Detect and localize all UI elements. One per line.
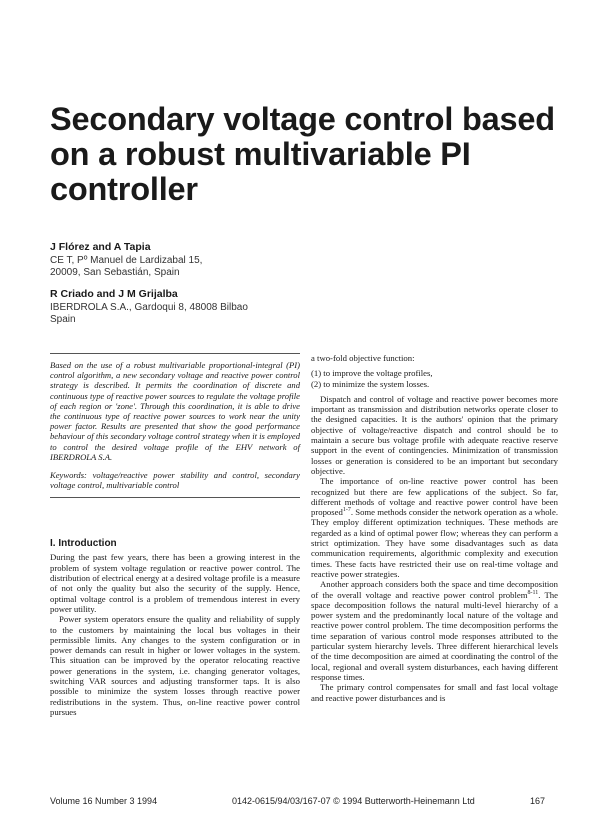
abstract-bottom-rule [50,497,300,498]
citation-superscript: 1-7 [342,507,351,514]
body-paragraph: The primary control compensates for small and fast local voltage and reactive power disturbances and is [311,682,558,703]
body-paragraph [311,476,558,579]
author-names: R Criado and J M Grijalba [50,288,178,300]
author-names: J Flórez and A Tapia [50,241,151,253]
author-block-1 [50,241,350,279]
author-affiliation-line: IBERDROLA S.A., Gardoqui 8, 48008 Bilbao [50,302,248,313]
page-number: 167 [530,796,546,806]
left-column [50,353,300,717]
objective-list-item: (2) to minimize the system losses. [311,378,430,389]
journal-issue: Volume 16 Number 3 1994 [50,796,158,806]
body-paragraph: During the past few years, there has been a growing interest in the problem of system voltage regulation or reactive power control. The distribution of electrical energy at a desired voltage profile is a measure of not only the quality but also the security of the supply. Hence, optimal voltage control is a problem of tremendous interest in every power utility. [50,552,300,614]
abstract: Based on the use of a robust multivariable proportional-integral (PI) control algorithm, a new secondary voltage and reactive power control strategy is described. It permits the coordination of discrete and continuous type of reactive power sources to regulate the voltage profile of each region or 'zone'. Through this coordination, it is able to drive the continuous type of reactive power sources to work near the unity power factor. Results are presented that show the good performance behaviour of this secondary voltage control strategy when it is employed to control the desired voltage profile of the EHV network of IBERDROLA S.A. [50,360,300,462]
body-paragraph [311,579,558,682]
keywords: Keywords: voltage/reactive power stability and control, secondary voltage control, multivariable control [50,470,300,491]
copyright-line: 0142-0615/94/03/167-07 © 1994 Butterworth-Heinemann Ltd [232,796,475,806]
body-paragraph: Dispatch and control of voltage and reactive power becomes more important as transmission and distribution networks operate closer to the designed capacities. It is the authors' opinion that the primary objective of voltage/reactive dispatch and control should be to maintain a secure bus voltage profile with adequate reactive reserve support in the event of contingencies. Minimization of transmission losses or generation is considered to be an important but secondary objective. [311,393,558,476]
paragraph-text: The importance of on-line reactive power control has been recognized but there are few applications of the subject. So far, different methods of voltage and reactive power control have been proposed [311,476,558,518]
body-paragraph: a two-fold objective function: [311,353,415,363]
author-block-2 [50,288,350,326]
objective-list-item: (1) to improve the voltage profiles, [311,368,433,379]
paragraph-text: Another approach considers both the space and time decomposition of the overall voltage and reactive power control problem [311,579,558,600]
author-affiliation-line: 20009, San Sebastián, Spain [50,267,180,278]
author-affiliation-line: Spain [50,314,76,325]
right-column [311,353,558,703]
author-affiliation-line: CE T, Pº Manuel de Lardizabal 15, [50,255,203,266]
section-heading-introduction: I. Introduction [50,538,117,550]
body-paragraph: Power system operators ensure the quality and reliability of supply to the customers by maintaining the local bus voltages in their permissible limits. Any changes to the system configuration or in power demands can result in higher or lower voltages in the system. This situation can be improved by the operator relocating reactive power generations in the system, i.e. changing generator voltages, switching VAR sources and adjusting transformer taps. It is also possible to minimize the system losses through reactive power redistributions in the system. Thus, on-line reactive power control pursues [50,614,300,717]
citation-superscript: 8-11 [527,589,539,596]
paragraph-text: . Some methods consider the network operation as a whole. They employ different optimization techniques. These methods are regarded as a kind of optimal power flow; whereas they can perform a strict optimization. They have some disadvantages such as data communication requirements, algorithmic complexity and execution times. These facts have restricted their use on real-time voltage and reactive power strategies. [311,507,558,579]
paragraph-text: . The space decomposition follows the natural multi-level hierarchy of a power system and the predominantly local nature of the voltage and reactive power control problem. The time decomposition performs the time separation of various control mode responses attributed to the particular system hierarchy levels. Three different hierarchical levels of the time decomposition are aimed at coordinating the control of the local, regional and overall system disturbances, each having different response times. [311,589,558,682]
paper-title: Secondary voltage control based on a robust multivariable PI controller [50,101,555,207]
